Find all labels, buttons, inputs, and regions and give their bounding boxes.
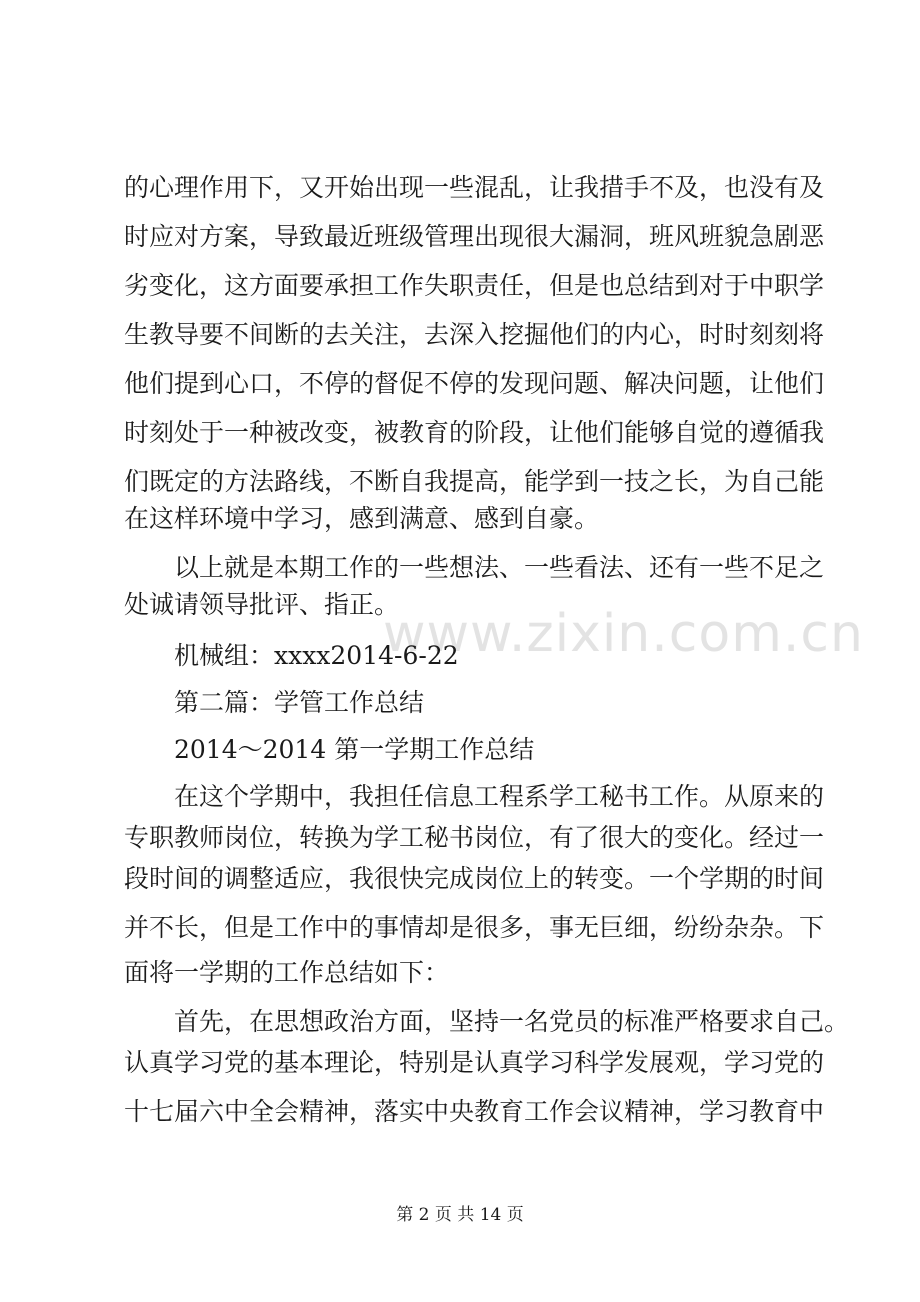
text-line: 们既定的方法路线，不断自我提高，能学到一技之长，为自己能 [124, 467, 825, 496]
text-line: 并不长，但是工作中的事情却是很多，事无巨细，纷纷杂杂。下 [124, 913, 825, 942]
text-line: 十七届六中全会精神，落实中央教育工作会议精神，学习教育中 [124, 1097, 825, 1126]
section-heading: 第二篇：学管工作总结 [174, 688, 425, 717]
text-line: 面将一学期的工作总结如下： [124, 958, 450, 987]
text-line: 认真学习党的基本理论，特别是认真学习科学发展观，学习党的 [124, 1048, 825, 1077]
text-line: 段时间的调整适应，我很快完成岗位上的转变。一个学期的时间 [124, 864, 825, 893]
text-line: 在这个学期中，我担任信息工程系学工秘书工作。从原来的 [174, 782, 825, 811]
text-line: 专职教师岗位，转换为学工秘书岗位，有了很大的变化。经过一 [124, 823, 825, 852]
signature-line: 机械组：xxxx2014-6-22 [174, 641, 459, 670]
text-line: 处诚请领导批评、指正。 [124, 590, 400, 619]
page-footer: 第 2 页 共 14 页 [396, 1205, 524, 1225]
text-line: 劣变化，这方面要承担工作失职责任，但是也总结到对于中职学 [124, 271, 825, 300]
text-line: 时刻处于一种被改变，被教育的阶段，让他们能够自觉的遵循我 [124, 418, 825, 447]
text-line: 以上就是本期工作的一些想法、一些看法、还有一些不足之 [174, 553, 825, 582]
watermark: www.zixin.com.cn [383, 604, 864, 664]
text-line: 时应对方案，导致最近班级管理出现很大漏洞，班风班貌急剧恶 [124, 222, 825, 251]
text-line: 他们提到心口，不停的督促不停的发现问题、解决问题，让他们 [124, 369, 825, 398]
text-line: 首先，在思想政治方面，坚持一名党员的标准严格要求自己。 [174, 1007, 850, 1036]
text-line: 在这样环境中学习，感到满意、感到自豪。 [124, 504, 600, 533]
section-subheading: 2014～2014 第一学期工作总结 [174, 735, 535, 764]
text-line: 的心理作用下，又开始出现一些混乱，让我措手不及，也没有及 [124, 173, 825, 202]
text-line: 生教导要不间断的去关注，去深入挖掘他们的内心，时时刻刻将 [124, 320, 825, 349]
